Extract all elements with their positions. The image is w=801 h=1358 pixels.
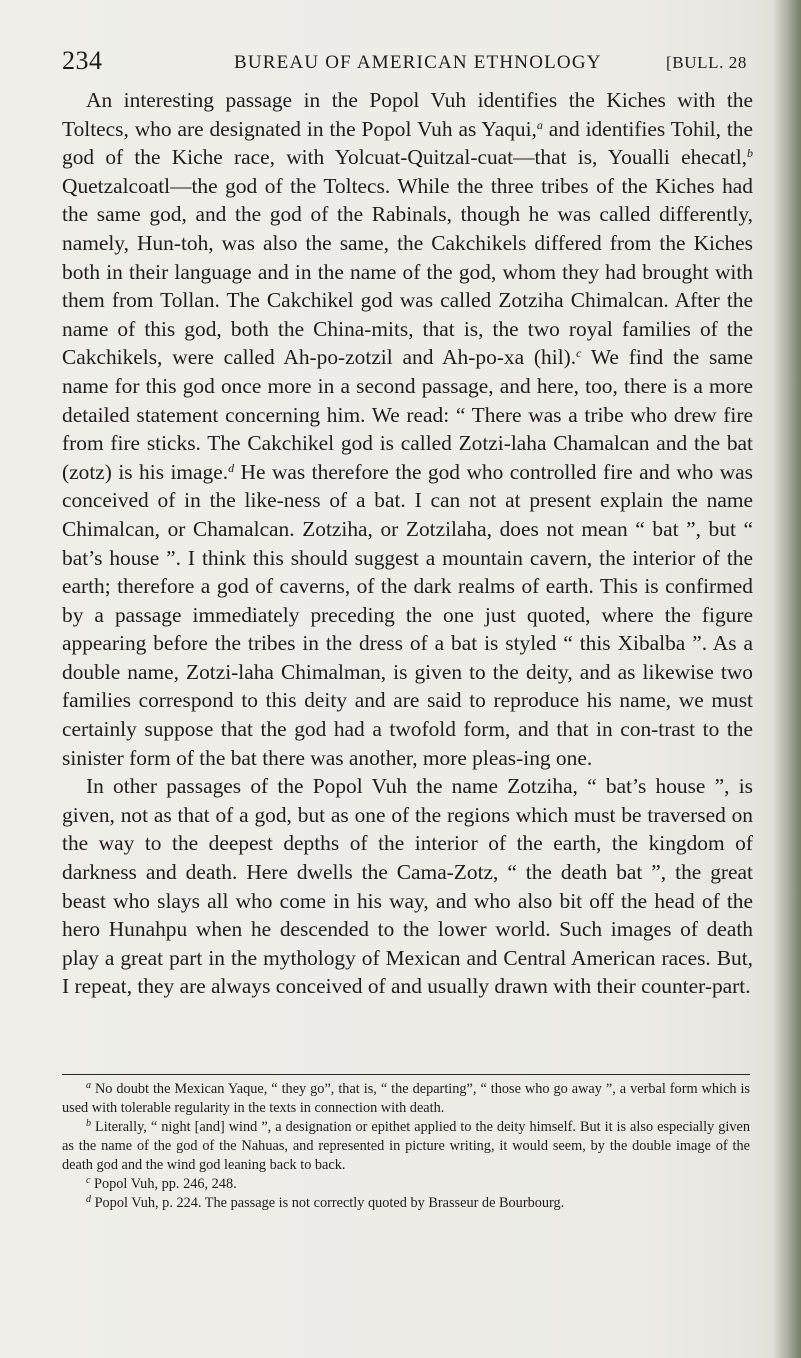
footnote-a <box>62 1080 750 1118</box>
paragraph-1-part-5: He was therefore the god who controlled fire and who was conceived of in the like-ness of a bat. I can not at present explain the name Chimalcan, or Chamalcan. Zotziha, or Zotzilaha, does not mean “ bat ”, but “ bat’s house ”. I think this should suggest a mountain cavern, the interior of the earth; therefore a god of caverns, of the dark realms of earth. This is confirmed by a passage immediately preceding the one just quoted, where the figure appearing before the tribes in the dress of a bat is styled “ this Xibalba ”. As a double name, Zotzi-laha Chimalman, is given to the deity, and as likewise two families correspond to this deity and are said to reproduce his name, we must certainly suppose that the god had a twofold form, and that in con-trast to the sinister form of the bat there was another, more pleas-ing one. <box>62 459 753 770</box>
body-text <box>62 86 753 1001</box>
paragraph-1-part-4: We find the same name for this god once more in a second passage, and here, too, there is a more detailed statement concerning him. We read: “ There was a tribe who drew fire from fire sticks. The Cakchikel god is called Zotzi-laha Chamalcan and the bat (zotz) is his image. <box>62 345 753 484</box>
footnote-text-d: Popol Vuh, p. 224. The passage is not correctly quoted by Brasseur de Bourbourg. <box>91 1195 565 1211</box>
paragraph-1-part-3: Quetzalcoatl—the god of the Toltecs. While the three tribes of the Kiches had the same god, and the god of the Rabinals, though he was called differently, namely, Hun-toh, was also the same, the Cakchikels differed from the Kiches both in their language and in the name of the god, whom they had brought with them from Tollan. The Cakchikel god was called Zotziha Chimalcan. After the name of this god, both the China-mits, that is, the two royal families of the Cakchikels, were called Ah-po-zotzil and Ah-po-xa (hil). <box>62 173 753 370</box>
footnote-text-b: Literally, “ night [and] wind ”, a designation or epithet applied to the deity himself. But it is also especially given as the name of the god of the Nahuas, and represented in picture writing, it would seem, by the double image of the death god and the wind god leaning back to back. <box>62 1119 750 1173</box>
footnote-ref-b[interactable]: b <box>747 146 753 161</box>
footnotes <box>62 1080 750 1213</box>
paragraph-1-part-1: An interesting passage in the Popol Vuh identifies the Kiches with the Toltecs, who are designated in the Popol Vuh as Yaqui, <box>62 88 753 141</box>
paragraph-1 <box>62 86 753 772</box>
footnote-ref-c[interactable]: c <box>576 346 582 361</box>
footnote-c <box>62 1175 750 1194</box>
footnote-ref-d[interactable]: d <box>228 460 235 475</box>
page-header <box>62 46 747 86</box>
page-number: 234 <box>62 46 103 75</box>
footnote-mark-b: b <box>86 1118 91 1129</box>
footnote-mark-c: c <box>86 1175 91 1186</box>
footnote-ref-a[interactable]: a <box>536 117 543 132</box>
page-edge-shadow <box>773 0 801 1358</box>
footnote-divider <box>62 1074 750 1075</box>
bulletin-reference: [BULL. 28 <box>666 53 747 72</box>
paragraph-2: In other passages of the Popol Vuh the name Zotziha, “ bat’s house ”, is given, not as that of a god, but as one of the regions which must be traversed on the way to the deepest depths of the interior of the earth, the kingdom of darkness and death. Here dwells the Cama-Zotz, “ the death bat ”, the great beast who slays all who come in his way, and who also bit off the head of the hero Hunahpu when he descended to the lower world. Such images of death play a great part in the mythology of Mexican and Central American races. But, I repeat, they are always conceived of and usually drawn with their counter-part. <box>62 774 753 999</box>
footnote-text-c: Popol Vuh, pp. 246, 248. <box>90 1176 237 1192</box>
footnote-text-a: No doubt the Mexican Yaque, “ they go”, that is, “ the departing”, “ those who go away ”, a verbal form which is used with tolerable regularity in the texts in connection with death. <box>62 1081 750 1116</box>
footnote-d <box>62 1194 750 1213</box>
running-head: BUREAU OF AMERICAN ETHNOLOGY <box>234 52 602 73</box>
footnote-mark-d: d <box>86 1194 91 1205</box>
footnote-mark-a: a <box>86 1080 91 1091</box>
paragraph-1-part-2: and identifies Tohil, the god of the Kiche race, with Yolcuat-Quitzal-cuat—that is, Youalli ehecatl, <box>62 116 753 170</box>
footnote-b <box>62 1118 750 1175</box>
